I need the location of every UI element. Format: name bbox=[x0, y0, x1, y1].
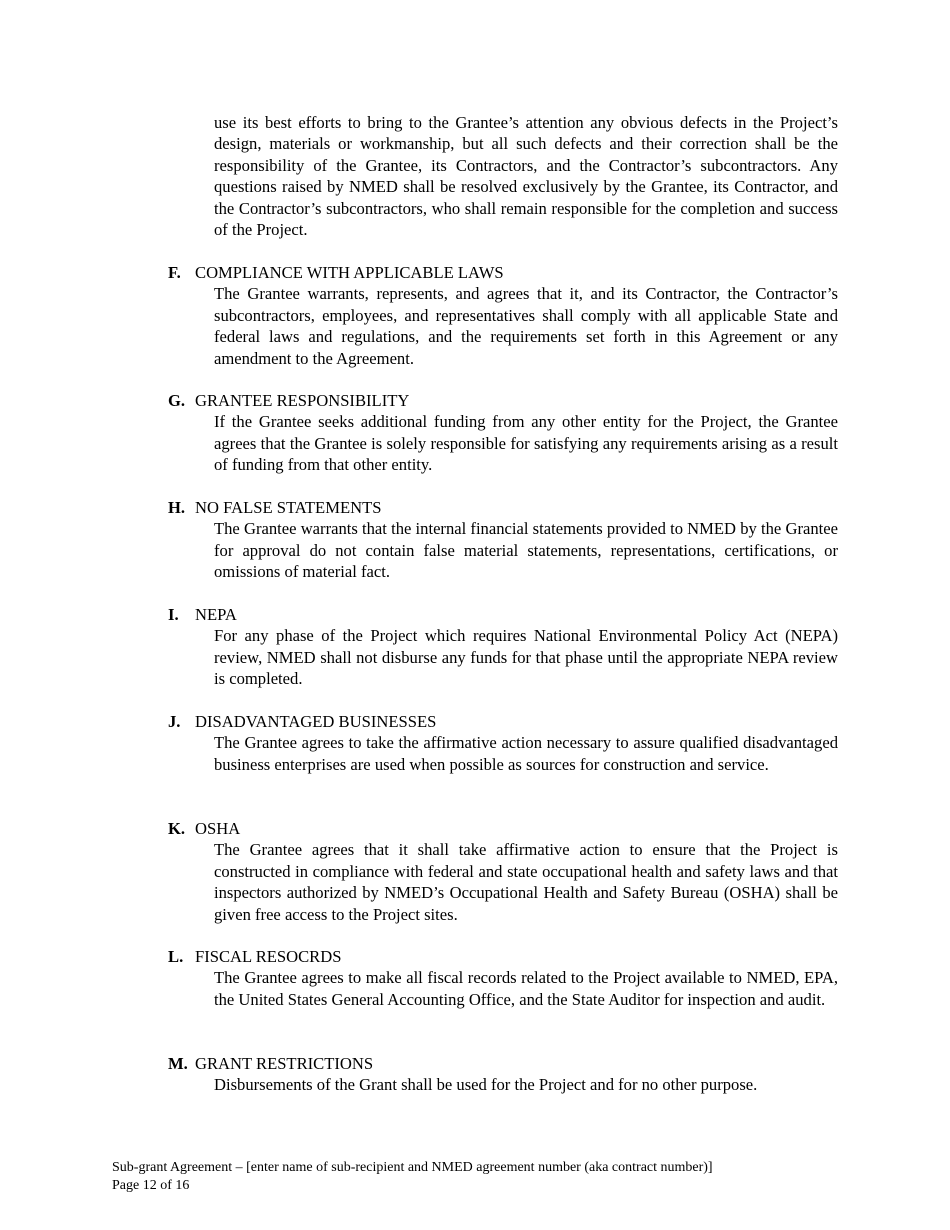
section-letter: F. bbox=[168, 263, 181, 282]
section-letter: K. bbox=[168, 819, 186, 838]
section-title: OSHA bbox=[195, 819, 241, 838]
section-heading bbox=[168, 604, 838, 625]
section-body: The Grantee agrees to take the affirmative action necessary to assure qualified disadvantaged business enterprises are used when possible as sources for construction and service. bbox=[214, 733, 838, 774]
section-letter: I. bbox=[168, 605, 179, 624]
section-body: If the Grantee seeks additional funding from any other entity for the Project, the Grantee agrees that the Grantee is solely responsible for satisfying any requirements arising as a result of funding from that other entity. bbox=[214, 412, 838, 475]
section-j bbox=[168, 711, 838, 775]
section-body: The Grantee warrants, represents, and agrees that it, and its Contractor, the Contractor’s subcontractors, employees, and representatives shall comply with all applicable State and federal laws and regulations, and the requirements set forth in this Agreement or any amendment to the Agreement. bbox=[214, 284, 838, 368]
section-m bbox=[168, 1053, 838, 1096]
section-heading bbox=[168, 711, 838, 732]
section-body: The Grantee agrees to make all fiscal records related to the Project available to NMED, EPA, the United States General Accounting Office, and the State Auditor for inspection and audit. bbox=[214, 968, 838, 1009]
section-title: DISADVANTAGED BUSINESSES bbox=[195, 712, 437, 731]
section-letter: M. bbox=[168, 1054, 188, 1073]
section-heading bbox=[168, 818, 838, 839]
intro-paragraph: use its best efforts to bring to the Grantee’s attention any obvious defects in the Project’s design, materials or workmanship, but all such defects and their correction shall be the responsibility of the Grantee, its Contractors, and the Contractor’s subcontractors. Any questions raised by NMED shall be resolved exclusively by the Grantee, its Contractor, and the Contractor’s subcontractors, who shall remain responsible for the completion and success of the Project. bbox=[214, 113, 838, 240]
section-heading bbox=[168, 262, 838, 283]
section-body: For any phase of the Project which requires National Environmental Policy Act (NEPA) review, NMED shall not disburse any funds for that phase until the appropriate NEPA review is completed. bbox=[214, 626, 838, 689]
section-body: The Grantee warrants that the internal financial statements provided to NMED by the Grantee for approval do not contain false material statements, representations, certifications, or omissions of material fact. bbox=[214, 519, 838, 582]
section-title: NO FALSE STATEMENTS bbox=[195, 498, 382, 517]
section-g bbox=[168, 390, 838, 476]
section-heading bbox=[168, 390, 838, 411]
section-letter: G. bbox=[168, 391, 186, 410]
section-i bbox=[168, 604, 838, 690]
section-title: GRANTEE RESPONSIBILITY bbox=[195, 391, 410, 410]
section-title: GRANT RESTRICTIONS bbox=[195, 1054, 374, 1073]
section-letter: L. bbox=[168, 947, 184, 966]
section-f bbox=[168, 262, 838, 369]
section-heading bbox=[168, 1053, 838, 1074]
section-title: NEPA bbox=[195, 605, 237, 624]
section-letter: H. bbox=[168, 498, 186, 517]
section-body: The Grantee agrees that it shall take affirmative action to ensure that the Project is constructed in compliance with federal and state occupational health and safety laws and that inspectors authorized by NMED’s Occupational Health and Safety Bureau (OSHA) shall be given free access to the Project sites. bbox=[214, 840, 838, 924]
section-heading bbox=[168, 946, 838, 967]
footer-page-number: Page 12 of 16 bbox=[112, 1178, 190, 1193]
section-letter: J. bbox=[168, 712, 181, 731]
section-title: COMPLIANCE WITH APPLICABLE LAWS bbox=[195, 263, 504, 282]
section-body: Disbursements of the Grant shall be used for the Project and for no other purpose. bbox=[214, 1075, 758, 1095]
section-k bbox=[168, 818, 838, 925]
section-h bbox=[168, 497, 838, 583]
page-footer bbox=[112, 1159, 872, 1195]
section-heading bbox=[168, 497, 838, 518]
section-title: FISCAL RESOCRDS bbox=[195, 947, 342, 966]
footer-agreement-line: Sub-grant Agreement – [enter name of sub-recipient and NMED agreement number (aka contract number)] bbox=[112, 1160, 713, 1175]
section-l bbox=[168, 946, 838, 1010]
